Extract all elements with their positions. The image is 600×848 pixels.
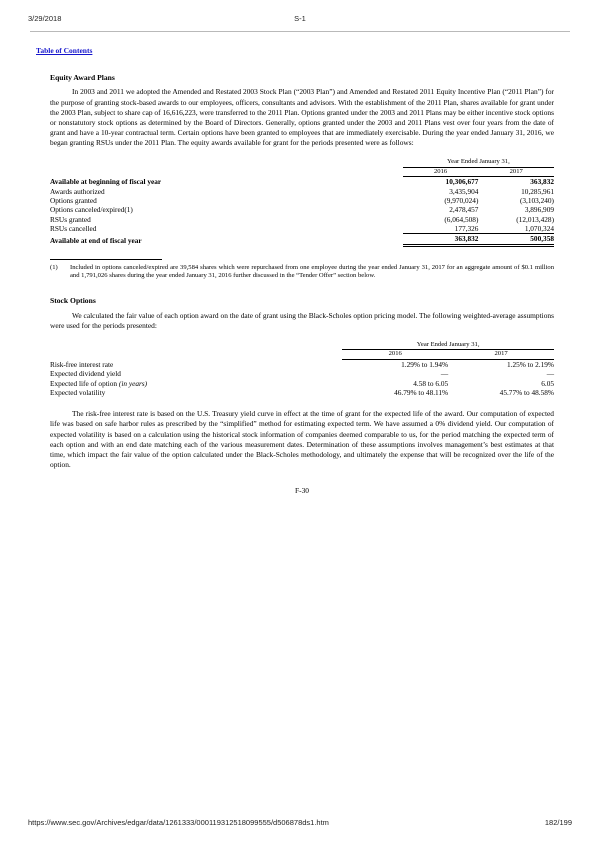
equity-awards-col-2017: 2017 [478,167,554,176]
row-value-expected-life-2016: 4.58 to 6.05 [413,378,449,388]
row-value-awards-authorized-2016: 3,435,904 [449,186,479,196]
print-date: 3/29/2018 [28,14,62,23]
row-value-available-end-2016: 363,832 [403,234,479,245]
footnote-1 [50,264,554,282]
row-value-rsus-cancelled-2017: 1,070,324 [524,223,554,233]
row-value-expected-volatility-2016: 46.79% to 48.11% [394,387,449,397]
row-value-rsus-cancelled-2016: 177,326 [454,223,479,233]
table-row [50,369,554,378]
row-value-dividend-yield-2017: — [546,369,554,379]
row-label-available-end: Available at end of fiscal year [50,235,142,245]
section-heading-stock-options: Stock Options [50,296,96,306]
table-row [50,379,554,388]
row-value-rsus-granted-2017: (12,013,428) [516,214,554,224]
row-value-options-granted-2017: (3,103,240) [519,195,554,205]
table-row [50,196,554,205]
row-label-options-granted: Options granted [50,195,97,205]
row-value-expected-life-2017: 6.05 [541,378,554,388]
browser-print-header [0,14,600,28]
paragraph-stock-options-closing: The risk-free interest rate is based on the U.S. Treasury yield curve in effect at the time of grant for the expected life of the award. Our computation of expected life was based on safe harbor rules as prescribed by the “simplified” method for estimating expected term. We have assumed a 0% dividend yield. Our computation of expected volatility is based on a calculation using the historical stock information of companies deemed comparable to us, for the period matching the expected term of each option and with an end date matching each of the various measurement dates. Determination of these assumptions involves management’s best estimates at that time, which impact the fair value of the option calculated under the Black-Scholes methodology, and ultimately the expense that will be recognized over the life of the option. [50,409,554,469]
row-value-risk-free-rate-2016: 1.29% to 1.94% [401,359,449,369]
table-row [50,388,554,397]
row-label-awards-authorized: Awards authorized [50,186,105,196]
row-label-rsus-granted: RSUs granted [50,214,91,224]
browser-print-footer [0,818,600,830]
header-divider [30,31,570,32]
row-value-dividend-yield-2016: — [440,369,449,379]
row-value-available-beginning-2016: 10,306,677 [445,177,479,187]
row-value-expected-volatility-2017: 45.77% to 48.58% [499,387,554,397]
document-page [0,40,600,495]
table-row [50,224,554,234]
paragraph-equity-award-plans: In 2003 and 2011 we adopted the Amended and Restated 2003 Stock Plan (“2003 Plan”) and Amended and Restated 2011 Equity Incentive Plan (“2011 Plan”) for the purpose of granting stock-based awards to our employees, officers, consultants and advisors. With the establishment of the 2011 Plan, shares available for grant under the 2003 Plan, subject to share cap of 16,616,223, were transferred to the 2011 Plan. Options granted under the 2003 and 2011 Plans may be either incentive stock options or nonstatutory stock options as determined by the Board of Directors. Generally, options granted under the 2003 and 2011 Plans vest over four years from the date of grant and have a 10-year contractual term. Certain options have been granted to employees that are immediately exercisable. During the year ended January 31, 2016, we began granting RSUs under the 2011 Plan. The equity awards available for grant for the periods presented were as follows: [50,87,554,148]
row-label-dividend-yield: Expected dividend yield [50,369,121,379]
section-heading-equity-award-plans: Equity Award Plans [50,73,115,82]
page-marker: F-30 [295,486,309,496]
row-value-available-end-2017: 500,358 [478,234,554,245]
print-document-title: S-1 [294,14,306,23]
equity-awards-col-2016: 2016 [403,167,479,176]
equity-awards-table-body [50,158,554,245]
document-content [50,73,554,495]
footer-page-count: 182/199 [544,818,572,827]
equity-awards-group-header-row [50,158,554,167]
equity-awards-column-header-row [50,167,554,176]
table-row [50,205,554,214]
black-scholes-assumptions-table [50,341,554,397]
row-value-options-canceled-expired-2017: 3,896,909 [524,205,554,215]
table-row-total [50,234,554,245]
row-label-expected-volatility: Expected volatility [50,387,106,397]
row-label-expected-life-unit: (in years) [118,378,148,388]
row-value-awards-authorized-2017: 10,285,961 [521,186,554,196]
row-label-expected-life-text: Expected life of option [50,378,119,388]
footnote-divider [50,259,162,260]
equity-awards-table [50,158,554,246]
row-value-rsus-granted-2016: (6,064,508) [444,214,479,224]
assumptions-column-header-row [50,350,554,359]
assumptions-table-body [50,341,554,397]
row-label-available-beginning: Available at beginning of fiscal year [50,177,162,187]
paragraph-stock-options-intro: We calculated the fair value of each option award on the date of grant using the Black-Scholes option pricing model. The following weighted-average assumptions were used for the periods presented: [50,310,554,330]
assumptions-group-header-row [50,341,554,350]
row-label-risk-free-rate: Risk-free interest rate [50,359,114,369]
row-value-available-beginning-2017: 363,832 [530,177,554,187]
footnote-text: Included in options canceled/expired are 39,584 shares which were repurchased from one employee during the year ended January 31, 2017 for an aggregate amount of $0.1 million and 1,791,026 shares during the year ended January 31, 2016 further discussed in the “Tender Offer” section below. [70,263,554,280]
table-row [50,177,554,187]
row-label-expected-life [50,379,327,388]
assumptions-col-2017: 2017 [448,350,554,359]
row-label-rsus-cancelled: RSUs cancelled [50,224,97,234]
row-value-options-canceled-expired-2016: 2,478,457 [449,205,479,215]
assumptions-group-header: Year Ended January 31, [342,341,554,350]
footer-url: https://www.sec.gov/Archives/edgar/data/1261333/000119312518099555/d506878ds1.htm [28,818,329,827]
row-label-options-canceled-expired: Options canceled/expired(1) [50,205,133,215]
table-row [50,215,554,224]
table-row [50,359,554,369]
assumptions-col-2016: 2016 [342,350,448,359]
table-of-contents-link[interactable]: Table of Contents [36,46,93,55]
equity-awards-group-header: Year Ended January 31, [403,158,554,167]
footnote-block [50,259,554,282]
row-value-options-granted-2016: (9,970,024) [444,195,479,205]
footnote-marker: (1) [50,263,58,271]
table-row [50,187,554,196]
row-value-risk-free-rate-2017: 1.25% to 2.19% [506,359,554,369]
